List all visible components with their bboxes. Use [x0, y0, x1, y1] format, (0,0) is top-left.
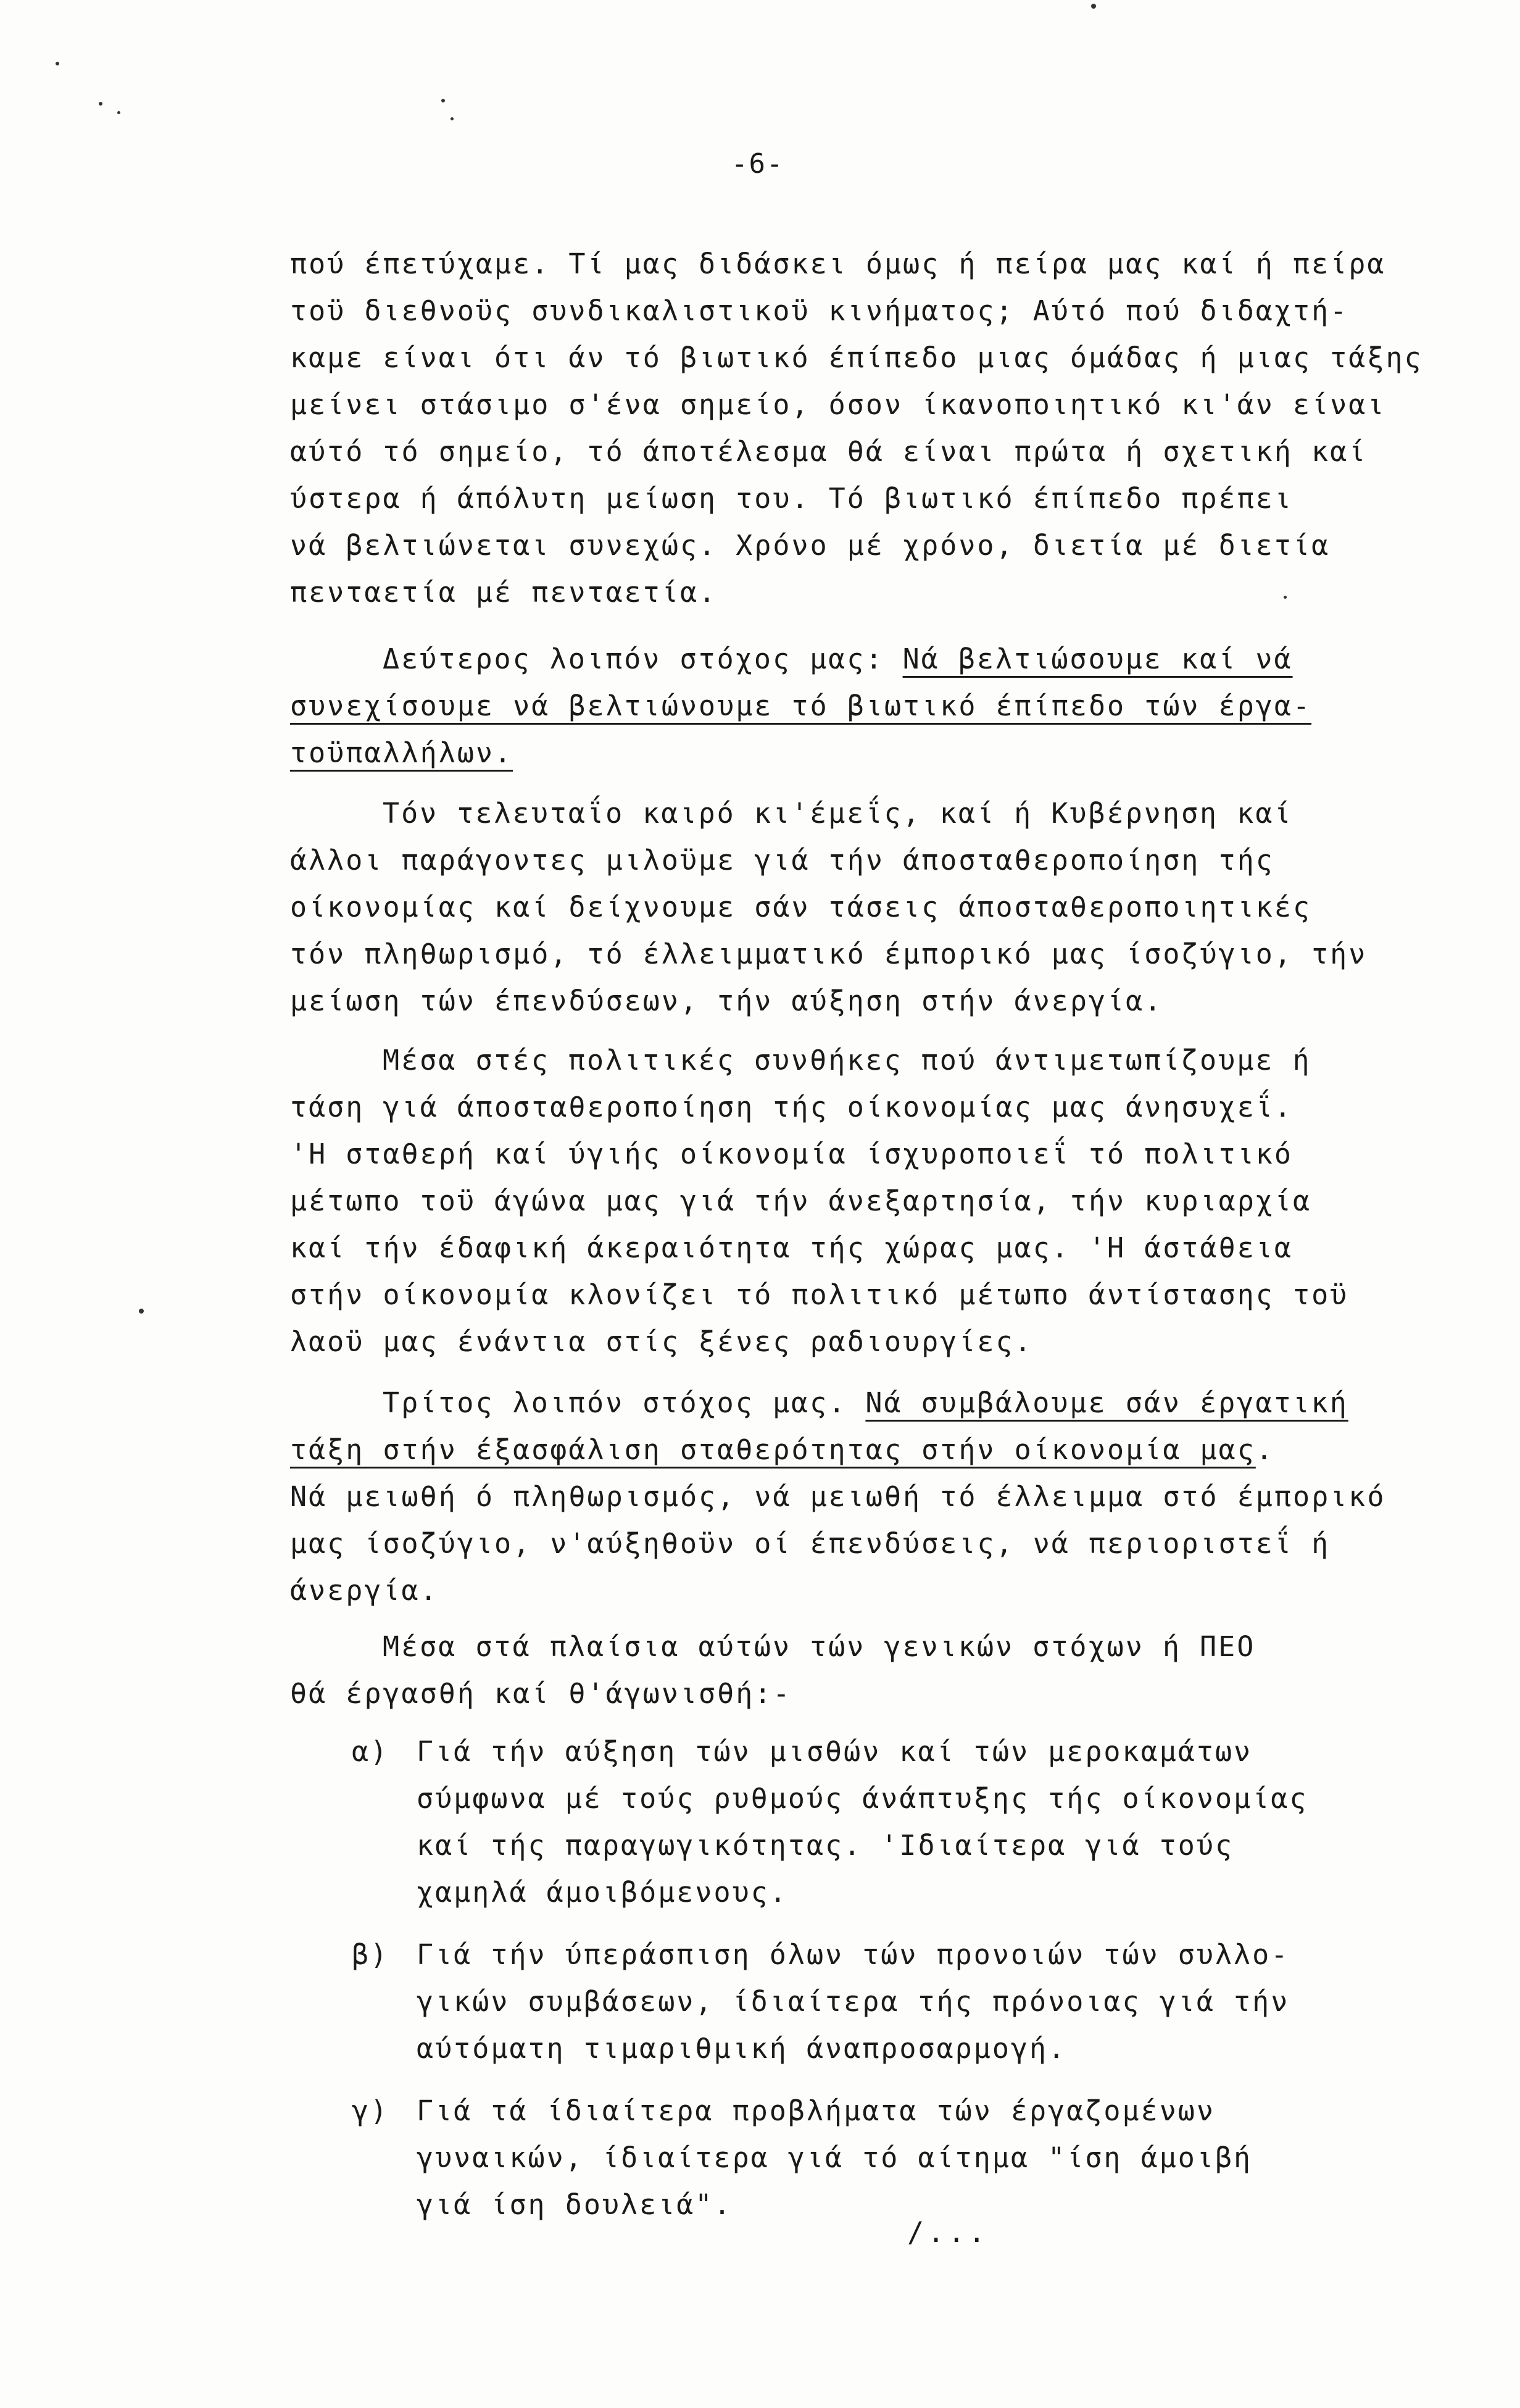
goal-three-underlined: Νά συμβάλουμε σάν έργατική [865, 1386, 1348, 1419]
text-line: λαοϋ μας ένάντια στίς ξένες ραδιουργίες. [290, 1325, 1033, 1358]
text-line: 'Η σταθερή καί ύγιής οίκονομία ίσχυροποιεΐ τό πολιτικό [290, 1138, 1293, 1170]
paragraph-3 [290, 790, 1419, 1025]
scan-speck [117, 111, 120, 114]
text-line: καμε είναι ότι άν τό βιωτικό έπίπεδο μιας όμάδας ή μιας τάξης [290, 341, 1423, 374]
text-line: θά έργασθή καί θ'άγωνισθή:- [290, 1677, 792, 1710]
text-line: Τόν τελευταΐο καιρό κι'έμεΐς, καί ή Κυβέρνηση καί [383, 797, 1293, 830]
text-line: άνεργία. [290, 1574, 439, 1607]
text-line: Μέσα στά πλαίσια αύτών τών γενικών στόχων ή ΠΕΟ [383, 1630, 1256, 1663]
list-marker: α) [352, 1735, 389, 1768]
text-line: καί τής παραγωγικότητας. 'Ιδιαίτερα γιά τούς [417, 1829, 1234, 1862]
scan-speck [1091, 4, 1096, 9]
goal-two-intro: Δεύτερος λοιπόν στόχος μας: [383, 643, 903, 675]
text-line: Γιά τήν αύξηση τών μισθών καί τών μεροκαμάτων [417, 1735, 1253, 1768]
paragraph-4 [290, 1037, 1419, 1365]
goal-three-underlined: τάξη στήν έξασφάλιση σταθερότητας στήν οίκονομία μας [290, 1433, 1256, 1466]
text-line: σύμφωνα μέ τούς ρυθμούς άνάπτυξης τής οίκονομίας [417, 1782, 1308, 1815]
text-line: μείωση τών έπενδύσεων, τήν αύξηση στήν άνεργία. [290, 985, 1163, 1017]
goal-two-underlined: συνεχίσουμε νά βελτιώνουμε τό βιωτικό έπίπεδο τών έργα- [290, 689, 1312, 722]
text-line: χαμηλά άμοιβόμενους. [417, 1876, 788, 1909]
text-line: ύστερα ή άπόλυτη μείωση του. Τό βιωτικό έπίπεδο πρέπει [290, 482, 1293, 515]
goal-two-underlined: Νά βελτιώσουμε καί νά [902, 643, 1293, 675]
scan-speck [441, 99, 445, 102]
text-line: τόν πληθωρισμό, τό έλλειμματικό έμπορικό μας ίσοζύγιο, τήν [290, 938, 1368, 970]
demands-list [352, 1728, 1401, 2244]
text-line: πενταετία μέ πενταετία. [290, 576, 718, 609]
list-marker: γ) [352, 2094, 389, 2127]
text-line: Γιά τά ίδιαίτερα προβλήματα τών έργαζομένων [417, 2094, 1215, 2127]
text-line: στήν οίκονομία κλονίζει τό πολιτικό μέτωπο άντίστασης τοϋ [290, 1278, 1349, 1311]
text-line: Μέσα στές πολιτικές συνθήκες πού άντιμετωπίζουμε ή [383, 1044, 1311, 1077]
text-line: καί τήν έδαφική άκεραιότητα τής χώρας μας. 'Η άστάθεια [290, 1231, 1293, 1264]
text-line: πού έπετύχαμε. Τί μας διδάσκει όμως ή πείρα μας καί ή πείρα [290, 248, 1386, 280]
text-line: άλλοι παράγοντες μιλοϋμε γιά τήν άποσταθεροποίηση τής [290, 844, 1274, 877]
page-continuation-mark: /... [907, 2216, 989, 2249]
list-item [352, 1931, 1401, 2072]
goal-three-intro: Τρίτος λοιπόν στόχος μας. [383, 1386, 866, 1419]
text-line: οίκονομίας καί δείχνουμε σάν τάσεις άποσταθεροποιητικές [290, 891, 1312, 923]
text-line: Γιά τήν ύπεράσπιση όλων τών προνοιών τών συλλο- [417, 1938, 1290, 1971]
goal-three-paragraph [290, 1380, 1419, 1614]
text-line: γιά ίση δουλειά". [417, 2188, 733, 2221]
list-marker: β) [352, 1938, 389, 1971]
text-line: μείνει στάσιμο σ'ένα σημείο, όσον ίκανοποιητικό κι'άν είναι [290, 388, 1386, 421]
list-item [352, 2088, 1401, 2228]
text-line: τοϋ διεθνοϋς συνδικαλιστικοϋ κινήματος; Αύτό πού διδαχτή- [290, 294, 1349, 327]
goal-two-underlined: τοϋπαλλήλων. [290, 736, 513, 769]
text-line: νά βελτιώνεται συνεχώς. Χρόνο μέ χρόνο, διετία μέ διετία [290, 529, 1331, 562]
goal-two-paragraph [290, 636, 1419, 777]
text-line: γικών συμβάσεων, ίδιαίτερα τής πρόνοιας γιά τήν [417, 1985, 1290, 2018]
text-line: αύτόματη τιμαριθμική άναπροσαρμογή. [417, 2032, 1067, 2065]
scan-speck [451, 117, 454, 120]
paragraph-1 [290, 241, 1423, 616]
text-line: γυναικών, ίδιαίτερα γιά τό αίτημα "ίση άμοιβή [417, 2141, 1253, 2174]
paragraph-6 [290, 1623, 1419, 1717]
page-number: -6- [731, 148, 784, 180]
scan-speck [139, 1309, 144, 1314]
text-line: τάση γιά άποσταθεροποίηση τής οίκονομίας μας άνησυχεΐ. [290, 1091, 1293, 1123]
text-line: αύτό τό σημείο, τό άποτέλεσμα θά είναι πρώτα ή σχετική καί [290, 435, 1368, 468]
text-line: Νά μειωθή ό πληθωρισμός, νά μειωθή τό έλλειμμα στό έμπορικό [290, 1480, 1386, 1513]
list-item [352, 1728, 1401, 1916]
scan-speck [99, 102, 102, 106]
scan-speck [56, 62, 59, 65]
goal-three-period: . [1255, 1433, 1274, 1466]
text-line: μας ίσοζύγιο, ν'αύξηθοϋν οί έπενδύσεις, νά περιοριστεΐ ή [290, 1527, 1331, 1560]
text-line: μέτωπο τοϋ άγώνα μας γιά τήν άνεξαρτησία, τήν κυριαρχία [290, 1185, 1312, 1217]
